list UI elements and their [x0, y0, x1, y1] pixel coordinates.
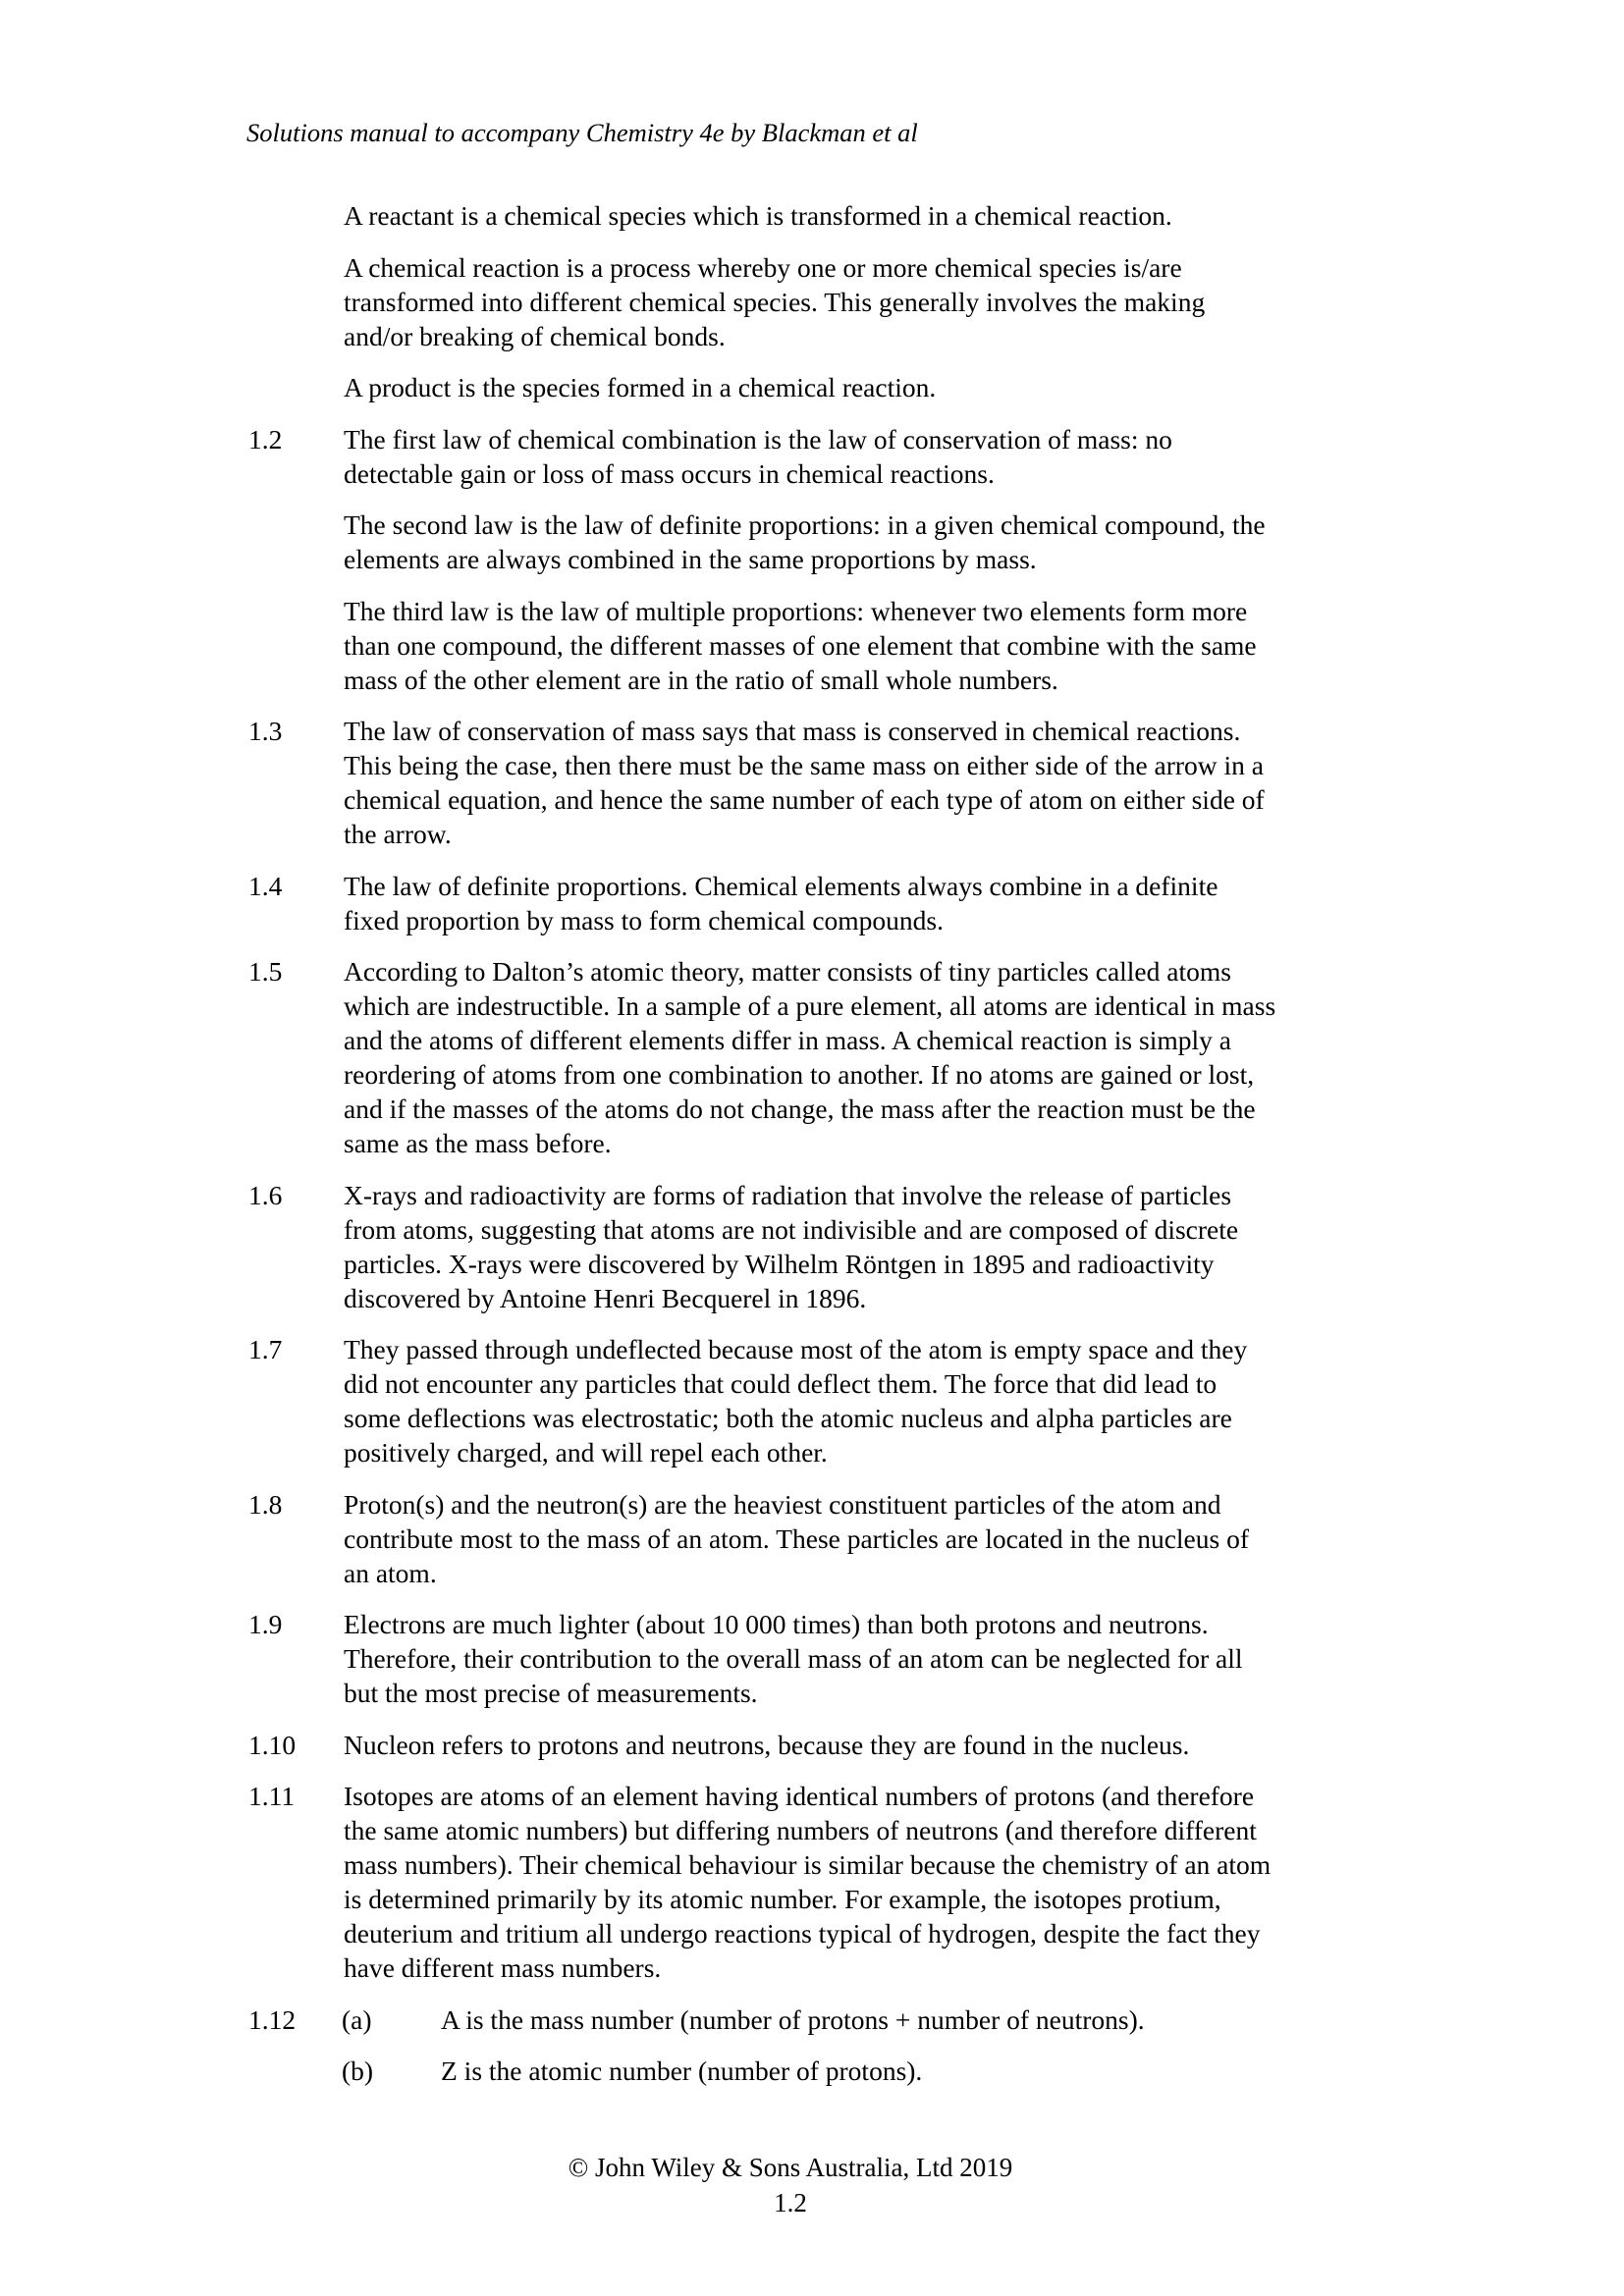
text-line: have different mass numbers. — [344, 1952, 662, 1983]
answer-1-8 — [0, 1487, 1624, 1590]
question-number: 1.9 — [248, 1609, 283, 1639]
text-line: same as the mass before. — [344, 1128, 612, 1158]
text-line: They passed through undeflected because most of the atom is empty space and they — [344, 1334, 1248, 1364]
text-line: detectable gain or loss of mass occurs in chemical reactions. — [344, 457, 995, 489]
text-line: particles. X-rays were discovered by Wilhelm Röntgen in 1895 and radioactivity — [344, 1248, 1215, 1279]
sub-answer-b — [0, 2054, 1624, 2088]
question-number: 1.3 — [248, 716, 283, 746]
sub-answer-label: (a) — [342, 2003, 372, 2035]
text-line: elements are always combined in the same proportions by mass. — [344, 544, 1037, 574]
answer-1-5 — [0, 954, 1624, 1160]
answer-text — [344, 1779, 1624, 1985]
question-number: 1.2 — [248, 423, 283, 454]
answer-text — [344, 594, 1624, 697]
text-line: This being the case, then there must be the same mass on either side of the arrow in a — [344, 750, 1265, 780]
answer-text — [344, 1178, 1624, 1315]
text-line: The second law is the law of definite proportions: in a given chemical compound, the — [344, 509, 1266, 540]
text-line: did not encounter any particles that could deflect them. The force that did lead to — [344, 1368, 1218, 1399]
text-line: Electrons are much lighter (about 10 000 times) than both protons and neutrons. — [344, 1609, 1209, 1639]
text-line: than one compound, the different masses of one element that combine with the same — [344, 629, 1257, 661]
text-line: The third law is the law of multiple proportions: whenever two elements form more — [344, 595, 1248, 626]
answer-text — [344, 422, 1624, 491]
text-line: and if the masses of the atoms do not change, the mass after the reaction must be the — [344, 1094, 1256, 1124]
text-line: is determined primarily by its atomic number. For example, the isotopes protium, — [344, 1884, 1221, 1914]
text-line: positively charged, and will repel each other. — [344, 1437, 828, 1468]
question-number: 1.5 — [248, 956, 283, 987]
copyright-notice: © John Wiley & Sons Australia, Ltd 2019 — [568, 2153, 1013, 2182]
question-number: 1.7 — [248, 1334, 283, 1364]
text-line: The first law of chemical combination is the law of conservation of mass: no — [344, 423, 1172, 454]
text-line: Proton(s) and the neutron(s) are the heaviest constituent particles of the atom and — [344, 1488, 1221, 1520]
text-line: mass numbers). Their chemical behaviour is similar because the chemistry of an atom — [344, 1849, 1272, 1880]
text-line: from atoms, suggesting that atoms are not indivisible and are composed of discrete — [344, 1213, 1239, 1245]
paragraph-text — [344, 370, 1624, 404]
answer-1-4 — [0, 869, 1624, 937]
text-line: chemical equation, and hence the same number of each type of atom on either side of — [344, 784, 1265, 815]
text-line: Isotopes are atoms of an element having identical numbers of protons (and therefore — [344, 1781, 1255, 1811]
text-line: Therefore, their contribution to the overall mass of an atom can be neglected for all — [344, 1643, 1243, 1674]
question-number: 1.10 — [248, 1729, 297, 1760]
text-line: mass of the other element are in the ratio of small whole numbers. — [344, 664, 1058, 695]
text-line: discovered by Antoine Henri Becquerel in 1896. — [344, 1282, 867, 1313]
question-number: 1.8 — [248, 1488, 283, 1520]
text-line: the same atomic numbers) but differing numbers of neutrons (and therefore different — [344, 1815, 1257, 1845]
text-line: the arrow. — [344, 819, 452, 849]
question-number: 1.11 — [248, 1781, 296, 1811]
sub-answer-a — [0, 2002, 1624, 2037]
answer-text — [344, 954, 1624, 1160]
question-number: 1.6 — [248, 1179, 283, 1210]
text-line: an atom. — [344, 1557, 437, 1588]
text-line: The law of definite proportions. Chemical elements always combine in a definite — [344, 870, 1218, 901]
text-line: transformed into different chemical species. This generally involves the making — [344, 286, 1206, 317]
text-line: deuterium and tritium all undergo reactions typical of hydrogen, despite the fact they — [344, 1918, 1261, 1949]
document-body — [0, 198, 1624, 2088]
question-number: 1.4 — [248, 870, 283, 901]
page-number: 1.2 — [774, 2188, 807, 2217]
answer-text — [344, 1728, 1624, 1762]
text-line: but the most precise of measurements. — [344, 1678, 758, 1708]
text-line: According to Dalton’s atomic theory, matter consists of tiny particles called atoms — [344, 956, 1231, 987]
answer-1-12 — [0, 2002, 1624, 2089]
answer-text — [344, 1487, 1624, 1590]
text-line: A chemical reaction is a process whereby one or more chemical species is/are — [344, 251, 1182, 283]
answer-text — [344, 869, 1624, 937]
text-line: The law of conservation of mass says that mass is conserved in chemical reactions. — [344, 716, 1241, 746]
page-footer — [0, 2150, 1581, 2220]
text-line: and the atoms of different elements differ in mass. A chemical reaction is simply a — [344, 1025, 1231, 1055]
paragraph-chemical-reaction — [0, 250, 1624, 353]
paragraph-text — [344, 198, 1624, 233]
answer-1-7 — [0, 1332, 1624, 1469]
answer-1-2-second-law — [0, 507, 1624, 576]
text-line: A reactant is a chemical species which is transformed in a chemical reaction. — [344, 200, 1172, 231]
answer-text — [344, 1332, 1624, 1469]
text-line: X-rays and radioactivity are forms of radiation that involve the release of particles — [344, 1179, 1232, 1210]
answer-1-3 — [0, 714, 1624, 851]
answer-text — [344, 1607, 1624, 1710]
sub-answer-text: Z is the atomic number (number of protons). — [441, 2056, 923, 2086]
running-header: Solutions manual to accompany Chemistry 4e by Blackman et al — [246, 118, 918, 147]
text-line: Nucleon refers to protons and neutrons, because they are found in the nucleus. — [344, 1729, 1190, 1760]
paragraph-reactant — [0, 198, 1624, 233]
sub-answer-text: A is the mass number (number of protons + number of neutrons). — [441, 2003, 1145, 2035]
text-line: fixed proportion by mass to form chemical compounds. — [344, 904, 944, 935]
paragraph-product — [0, 370, 1624, 404]
text-line: reordering of atoms from one combination to another. If no atoms are gained or lost, — [344, 1059, 1255, 1090]
text-line: which are indestructible. In a sample of a pure element, all atoms are identical in mass — [344, 990, 1276, 1021]
answer-text — [344, 507, 1624, 576]
question-number: 1.12 — [248, 2003, 297, 2035]
answer-1-2 — [0, 422, 1624, 491]
answer-1-2-third-law — [0, 594, 1624, 697]
answer-1-9 — [0, 1607, 1624, 1710]
text-line: contribute most to the mass of an atom. These particles are located in the nucleus of — [344, 1522, 1249, 1554]
answer-text — [344, 714, 1624, 851]
paragraph-text — [344, 250, 1624, 353]
text-line: some deflections was electrostatic; both the atomic nucleus and alpha particles are — [344, 1403, 1232, 1433]
answer-1-6 — [0, 1178, 1624, 1315]
text-line: A product is the species formed in a chemical reaction. — [344, 372, 937, 402]
answer-1-11 — [0, 1779, 1624, 1985]
text-line: and/or breaking of chemical bonds. — [344, 320, 726, 351]
answer-1-10 — [0, 1728, 1624, 1762]
sub-answer-label: (b) — [342, 2056, 374, 2086]
